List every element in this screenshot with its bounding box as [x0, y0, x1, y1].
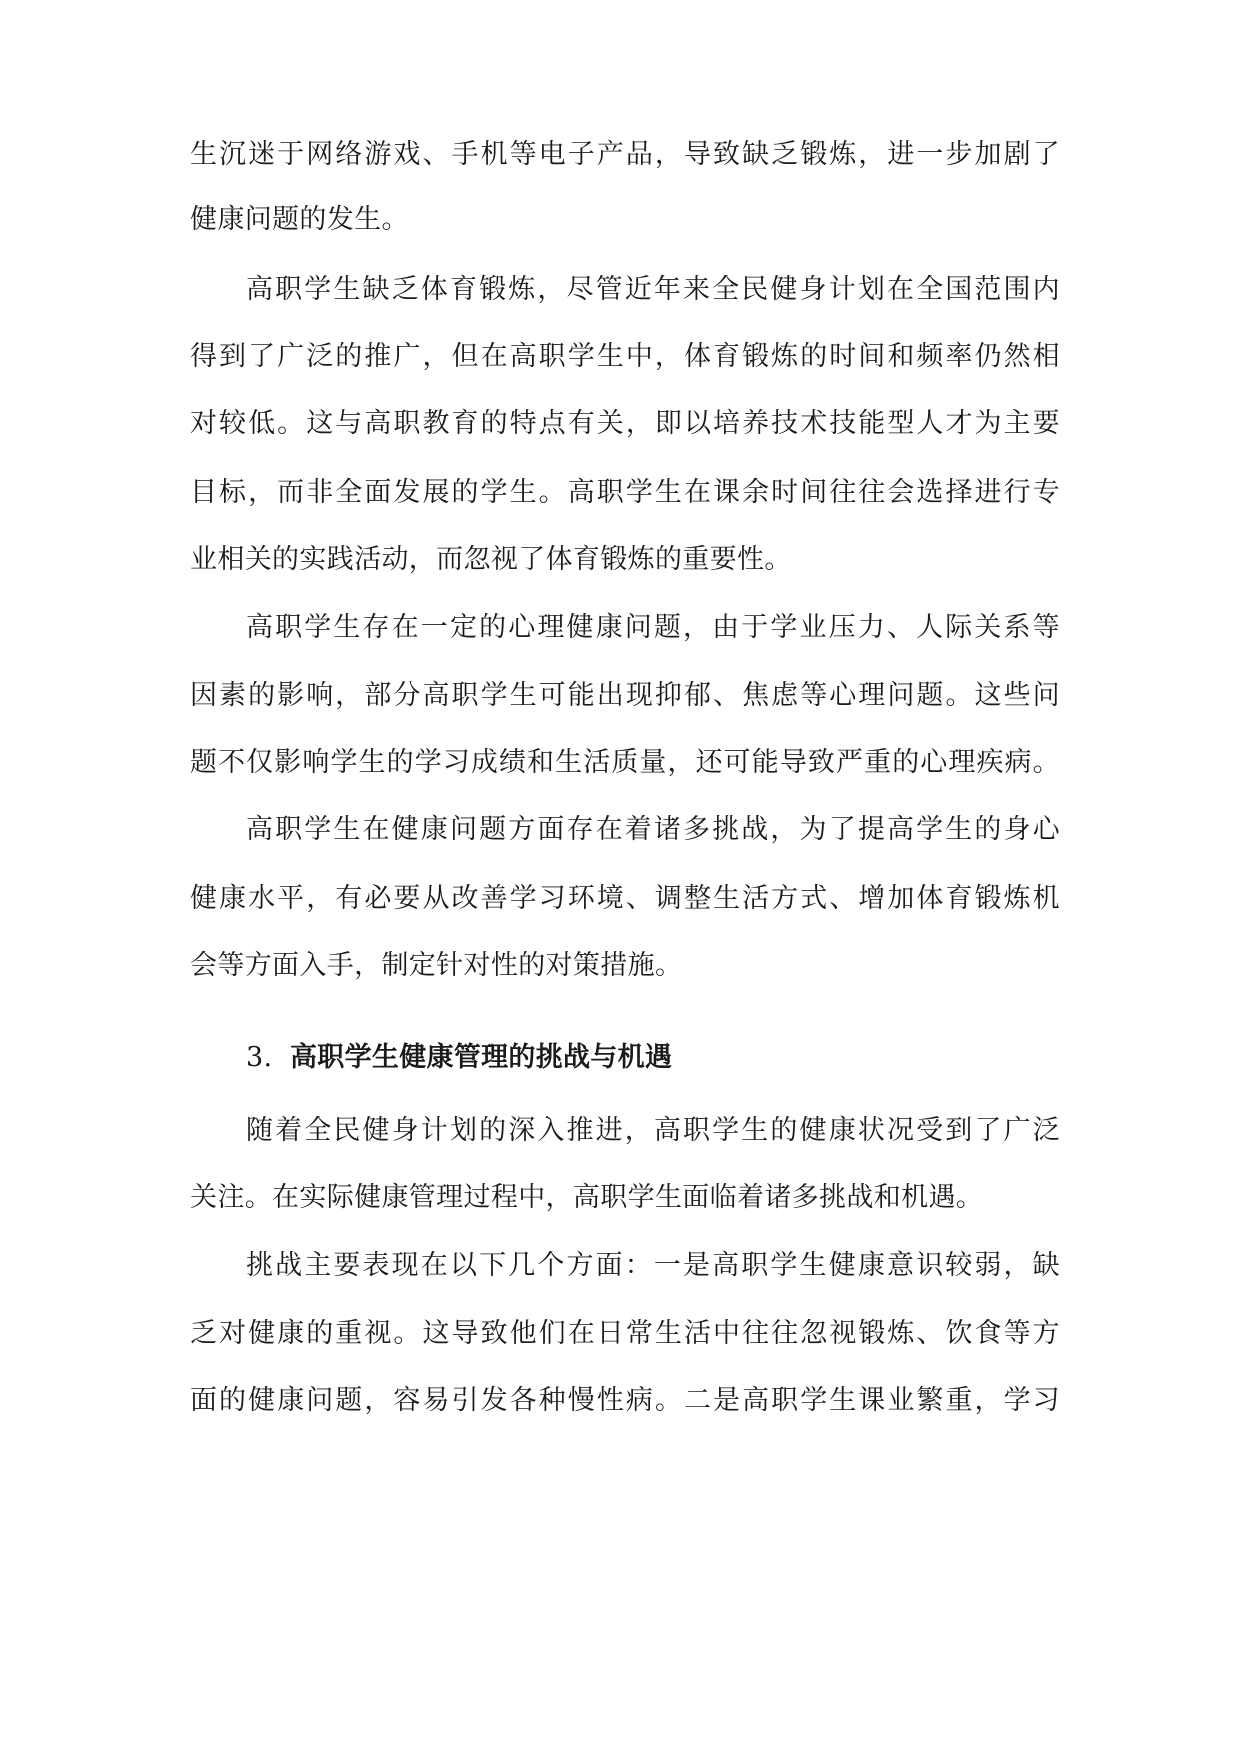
paragraph-line: 关注。在实际健康管理过程中，高职学生面临着诸多挑战和机遇。	[190, 1182, 984, 1213]
paragraph-line: 目标，而非全面发展的学生。高职学生在课余时间往往会选择进行专	[190, 477, 1060, 508]
section-heading	[246, 1038, 672, 1078]
paragraph-line: 题不仅影响学生的学习成绩和生活质量，还可能导致严重的心理疾病。	[190, 747, 1060, 778]
paragraph-line: 得到了广泛的推广，但在高职学生中，体育锻炼的时间和频率仍然相	[190, 341, 1060, 372]
paragraph-line: 健康水平，有必要从改善学习环境、调整生活方式、增加体育锻炼机	[190, 883, 1060, 914]
paragraph-line: 高职学生在健康问题方面存在着诸多挑战，为了提高学生的身心	[246, 814, 1060, 845]
section-title: 高职学生健康管理的挑战与机遇	[290, 1042, 673, 1073]
paragraph-line: 高职学生缺乏体育锻炼，尽管近年来全民健身计划在全国范围内	[246, 274, 1060, 305]
paragraph-line: 业相关的实践活动，而忽视了体育锻炼的重要性。	[190, 544, 792, 575]
paragraph-line: 高职学生存在一定的心理健康问题，由于学业压力、人际关系等	[246, 612, 1060, 643]
paragraph-line: 乏对健康的重视。这导致他们在日常生活中往往忽视锻炼、饮食等方	[190, 1318, 1060, 1349]
paragraph-line: 面的健康问题，容易引发各种慢性病。二是高职学生课业繁重，学习	[190, 1385, 1060, 1416]
paragraph-line: 挑战主要表现在以下几个方面：一是高职学生健康意识较弱，缺	[246, 1250, 1060, 1281]
paragraph-line: 生沉迷于网络游戏、手机等电子产品，导致缺乏锻炼，进一步加剧了	[190, 139, 1060, 170]
paragraph-line: 会等方面入手，制定针对性的对策措施。	[190, 950, 683, 981]
paragraph-line: 随着全民健身计划的深入推进，高职学生的健康状况受到了广泛	[246, 1115, 1060, 1146]
paragraph-line: 对较低。这与高职教育的特点有关，即以培养技术技能型人才为主要	[190, 408, 1060, 439]
section-number: 3.	[246, 1042, 273, 1073]
paragraph-line: 因素的影响，部分高职学生可能出现抑郁、焦虑等心理问题。这些问	[190, 680, 1060, 711]
paragraph-line: 健康问题的发生。	[190, 204, 409, 235]
